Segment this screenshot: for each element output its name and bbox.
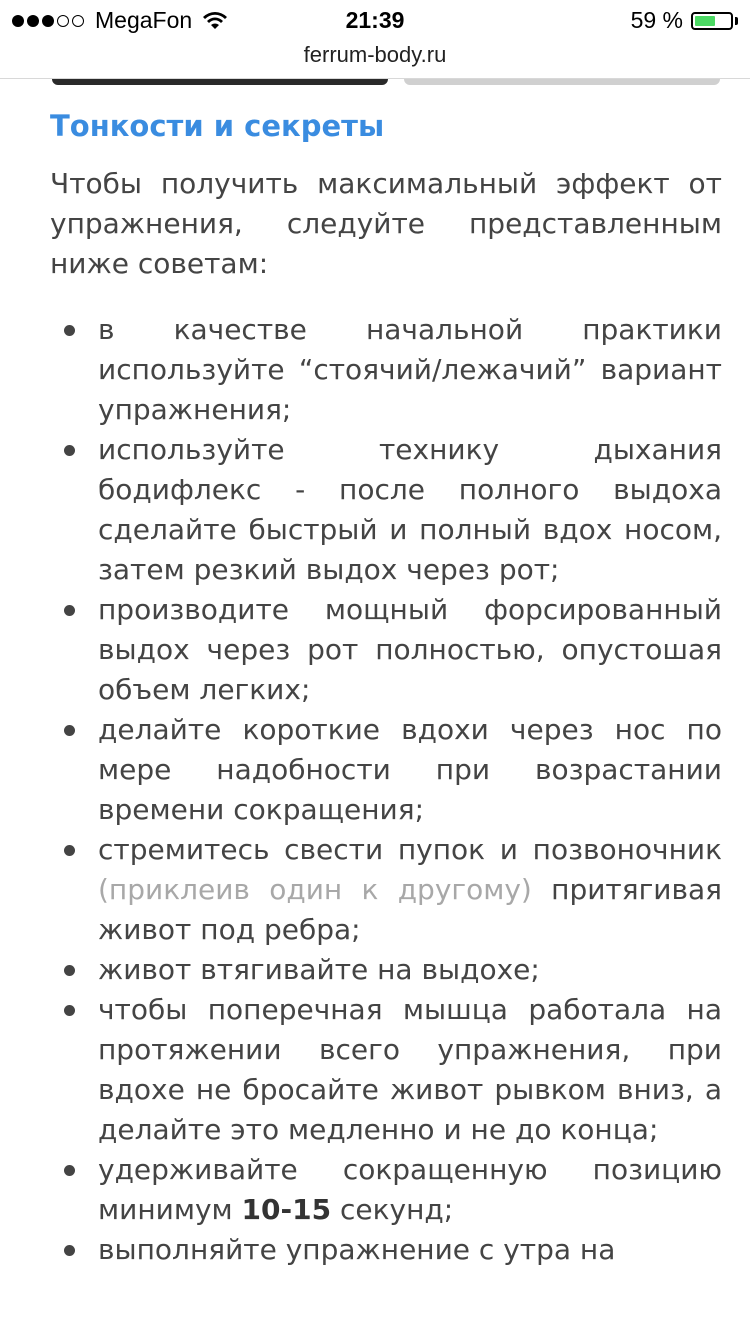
- tips-list: [50, 310, 722, 1270]
- clock: 21:39: [345, 7, 405, 33]
- battery-tip: [735, 17, 738, 25]
- status-bar: [0, 0, 750, 42]
- list-item: [50, 1150, 722, 1230]
- battery-percent: 59 %: [630, 7, 683, 33]
- tip-note: (приклеив один к другому): [98, 873, 532, 906]
- list-item: чтобы поперечная мышца работала на протяжении всего упражнения, при вдохе не бросайте живот рывком вниз, а делайте это медленно и не до конца;: [50, 990, 722, 1150]
- tip-text-end: притягивая живот под ребра;: [98, 873, 722, 946]
- list-item: выполняйте упражнение с утра на: [50, 1230, 722, 1270]
- tip-emphasis: 10-15: [241, 1193, 332, 1226]
- list-item: живот втягивайте на выдохе;: [50, 950, 722, 990]
- status-right: [631, 7, 738, 34]
- battery-icon: [691, 12, 733, 30]
- list-item: производите мощный форсированный выдох через рот полностью, опустошая объем легких;: [50, 590, 722, 710]
- list-item: [50, 830, 722, 950]
- image-strip-left: [52, 79, 388, 85]
- carrier-name: MegaFon: [95, 7, 193, 33]
- list-item: в качестве начальной практики используйте “стоячий/лежачий” вариант упражнения;: [50, 310, 722, 430]
- list-item: делайте короткие вдохи через нос по мере надобности при возрастании времени сокращения;: [50, 710, 722, 830]
- url-text: ferrum-body.ru: [303, 42, 447, 67]
- image-strip-right: [404, 79, 720, 85]
- tip-text-end: секунд;: [331, 1193, 454, 1226]
- tip-text: стремитесь свести пупок и позвоночник: [98, 833, 722, 866]
- tip-text: удерживайте сокращенную позицию минимум: [98, 1153, 722, 1226]
- intro-paragraph: Чтобы получить максимальный эффект от упражнения, следуйте представленным ниже советам:: [50, 167, 722, 280]
- list-item: используйте технику дыхания бодифлекс - после полного выдоха сделайте быстрый и полный вдох носом, затем резкий выдох через рот;: [50, 430, 722, 590]
- article-body: [50, 100, 722, 1270]
- section-heading: Тонкости и секреты: [50, 109, 385, 143]
- address-bar[interactable]: [0, 40, 750, 78]
